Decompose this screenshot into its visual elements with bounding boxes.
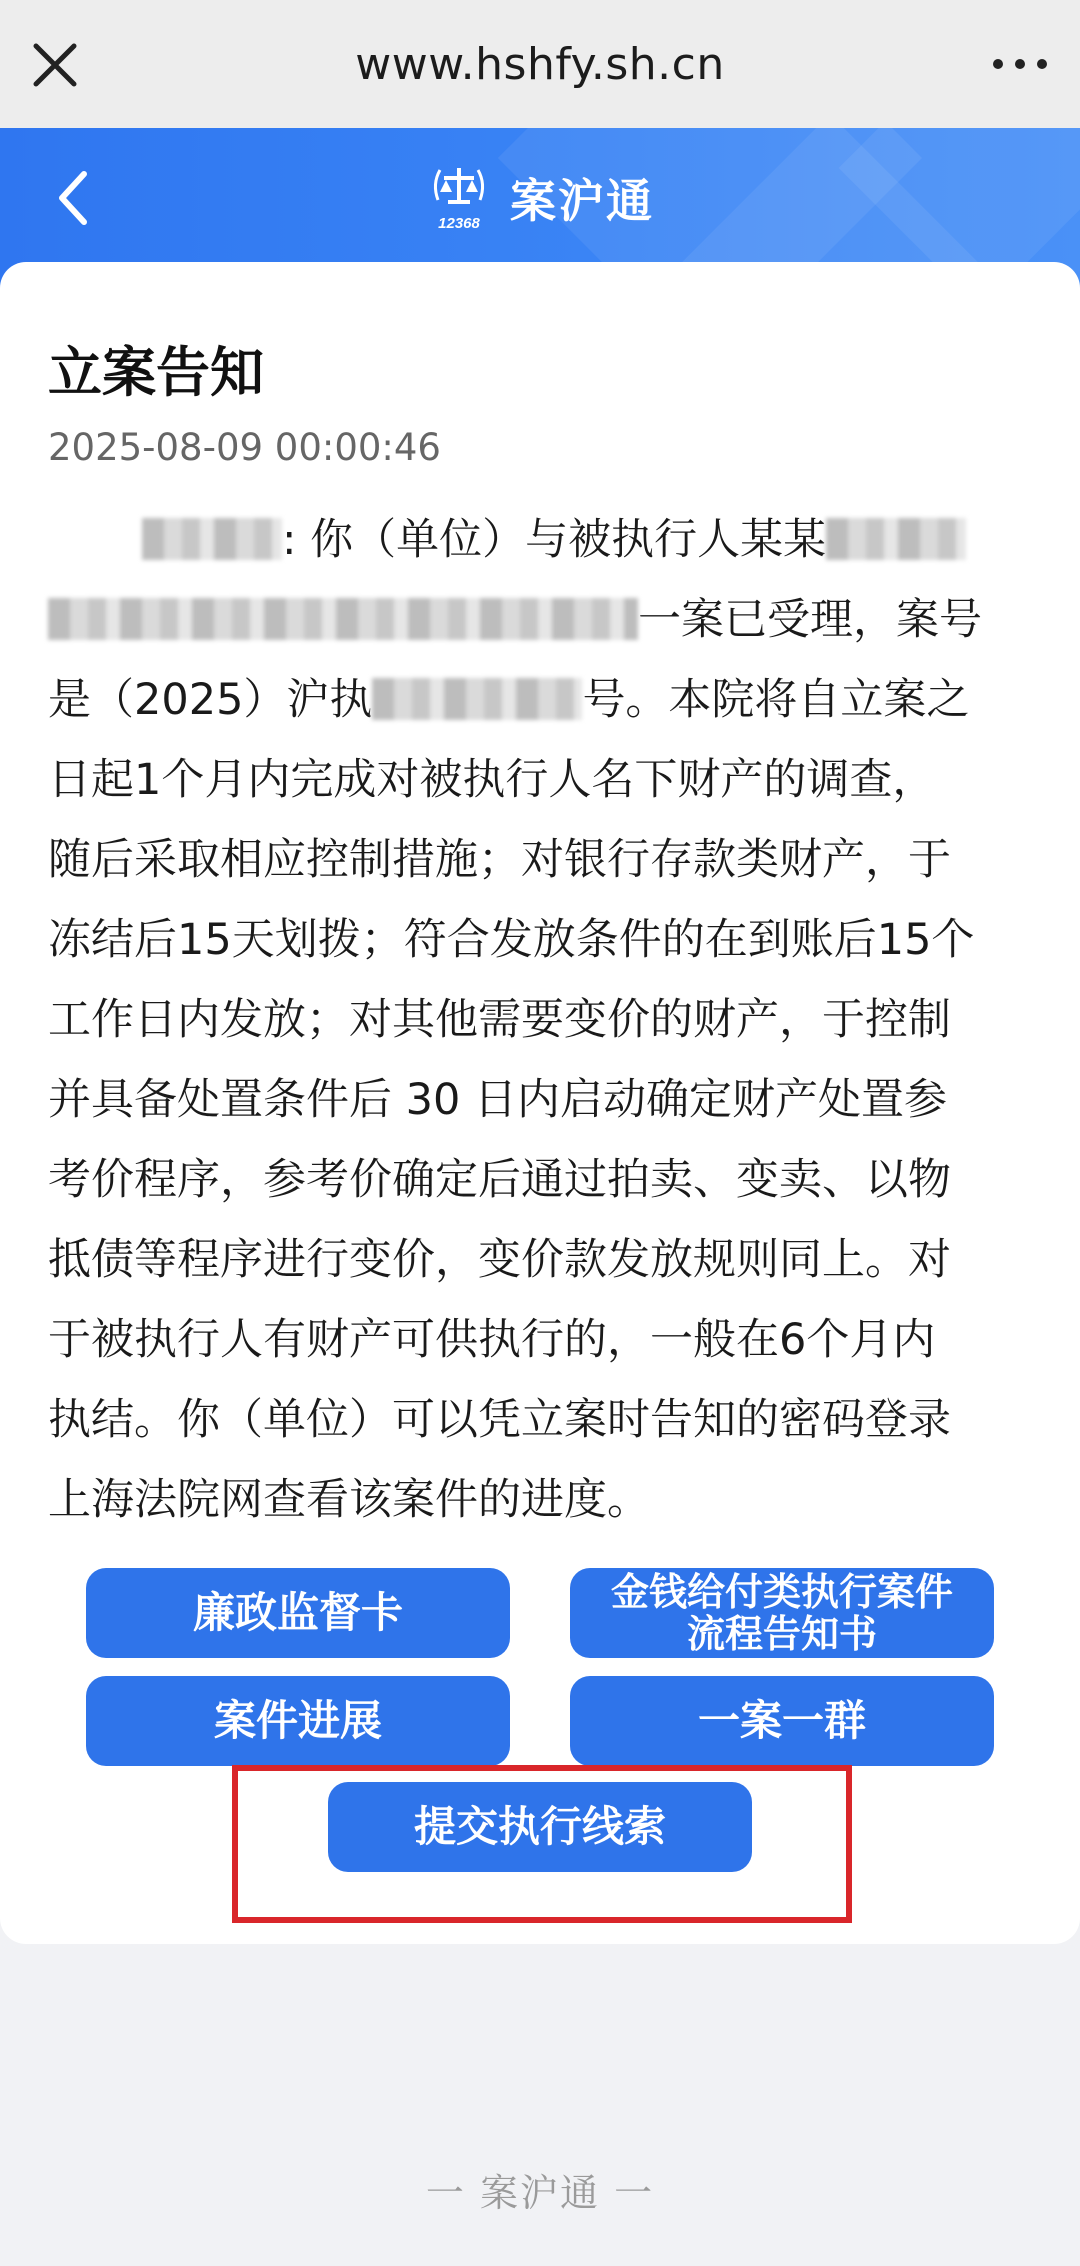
redacted-text <box>48 598 638 640</box>
redacted-case-number <box>372 678 582 720</box>
app-title: 案沪通 <box>510 174 654 228</box>
notice-line: 并具备处置条件后 30 日内启动确定财产处置参 <box>48 1075 948 1125</box>
notice-line: 执结。你（单位）可以凭立案时告知的密码登录 <box>48 1395 951 1445</box>
notice-line-text: : 你（单位）与被执行人某某 <box>282 515 827 565</box>
url-text: www.hshfy.sh.cn <box>355 38 725 90</box>
notice-line <box>48 660 1038 740</box>
browser-bar <box>0 0 1080 128</box>
notice-line-text: 一案已受理，案号 <box>638 595 982 645</box>
notice-body <box>48 500 1038 1540</box>
notice-line <box>48 580 1038 660</box>
notice-date: 2025-08-09 00:00:46 <box>48 426 441 469</box>
notice-line: 考价程序，参考价确定后通过拍卖、变卖、以物 <box>48 1155 951 1205</box>
redacted-name <box>142 518 282 560</box>
notice-line-text: 号。本院将自立案之 <box>582 675 970 725</box>
integrity-card-button[interactable]: 廉政监督卡 <box>86 1568 510 1658</box>
footer-text: 一 案沪通 一 <box>425 2171 655 2215</box>
case-progress-button[interactable]: 案件进展 <box>86 1676 510 1766</box>
notice-line <box>48 500 1038 580</box>
notice-line: 随后采取相应控制措施；对银行存款类财产，于 <box>48 835 951 885</box>
brand <box>0 162 1080 234</box>
notice-heading: 立案告知 <box>48 341 264 404</box>
notice-line: 于被执行人有财产可供执行的，一般在6个月内 <box>48 1315 936 1365</box>
notice-line: 日起1个月内完成对被执行人名下财产的调查， <box>48 755 936 805</box>
close-icon[interactable] <box>30 40 80 90</box>
court-logo-icon <box>426 162 492 234</box>
case-group-button[interactable]: 一案一群 <box>570 1676 994 1766</box>
payment-flow-notice-button[interactable]: 金钱给付类执行案件流程告知书 <box>570 1568 994 1658</box>
notice-line: 冻结后15天划拨；符合发放条件的在到账后15个 <box>48 915 975 965</box>
highlight-box <box>232 1765 852 1923</box>
notice-line: 上海法院网查看该案件的进度。 <box>48 1475 650 1525</box>
redacted-text <box>826 518 966 560</box>
logo-text: 12368 <box>438 215 480 232</box>
notice-line: 工作日内发放；对其他需要变价的财产，于控制 <box>48 995 951 1045</box>
more-icon[interactable] <box>990 42 1050 86</box>
submit-clue-button[interactable]: 提交执行线索 <box>328 1782 752 1872</box>
notice-line: 抵债等程序进行变价，变价款发放规则同上。对 <box>48 1235 951 1285</box>
notice-line-text: 是（2025）沪执 <box>48 675 373 725</box>
